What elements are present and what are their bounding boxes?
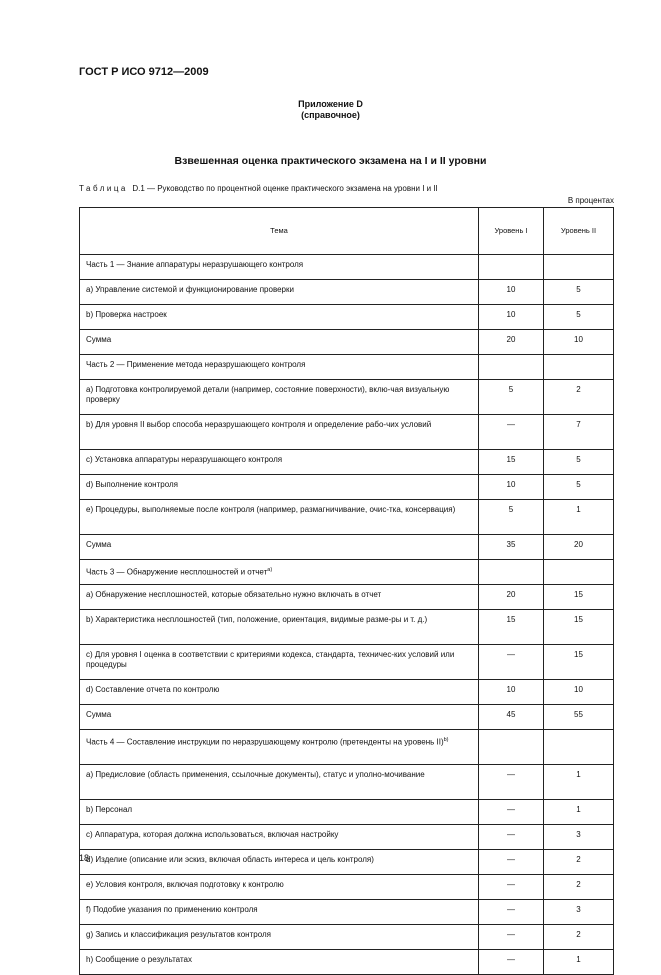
topic-text: c) Аппаратура, которая должна использоваться, включая настройку: [86, 830, 339, 839]
level-1-value: [479, 560, 544, 585]
topic-text: Сумма: [86, 540, 112, 549]
level-2-value: 10: [544, 330, 614, 355]
table-row: [80, 500, 614, 535]
topic-text: Часть 1 — Знание аппаратуры неразрушающего контроля: [86, 260, 304, 269]
percentage-table: [79, 207, 614, 975]
topic-text: g) Запись и классификация результатов контроля: [86, 930, 271, 939]
table-row: [80, 355, 614, 380]
level-2-value: [544, 730, 614, 765]
topic-cell: [80, 680, 479, 705]
topic-text: c) Установка аппаратуры неразрушающего контроля: [86, 455, 283, 464]
level-1-value: 10: [479, 680, 544, 705]
table-row: [80, 255, 614, 280]
topic-text: a) Обнаружение несплошностей, которые обязательно нужно включать в отчет: [86, 590, 382, 599]
topic-text: h) Сообщение о результатах: [86, 955, 192, 964]
level-1-value: —: [479, 800, 544, 825]
level-1-value: [479, 730, 544, 765]
table-row: [80, 280, 614, 305]
level-2-value: 15: [544, 585, 614, 610]
table-row: [80, 765, 614, 800]
topic-cell: [80, 645, 479, 680]
topic-text: Часть 3 — Обнаружение несплошностей и отчет: [86, 567, 268, 577]
table-row: [80, 380, 614, 415]
level-2-value: 7: [544, 415, 614, 450]
level-2-value: 2: [544, 925, 614, 950]
level-1-value: 20: [479, 585, 544, 610]
table-row: [80, 610, 614, 645]
footnote-ref: b): [443, 737, 449, 743]
level-1-value: 10: [479, 280, 544, 305]
topic-cell: [80, 255, 479, 280]
level-1-value: —: [479, 875, 544, 900]
level-2-value: 15: [544, 645, 614, 680]
table-row: [80, 950, 614, 975]
column-header-level-1: Уровень I: [479, 208, 544, 255]
topic-cell: [80, 850, 479, 875]
level-1-value: [479, 355, 544, 380]
topic-text: d) Выполнение контроля: [86, 480, 178, 489]
table-row: [80, 475, 614, 500]
table-row: [80, 645, 614, 680]
level-1-value: —: [479, 850, 544, 875]
topic-cell: [80, 765, 479, 800]
topic-cell: [80, 280, 479, 305]
table-caption-text: D.1 — Руководство по процентной оценке практического экзамена на уровни I и II: [132, 184, 438, 193]
footnote-ref: а): [267, 567, 273, 573]
column-header-topic: Тема: [80, 208, 479, 255]
topic-cell: [80, 535, 479, 560]
level-1-value: 20: [479, 330, 544, 355]
topic-cell: [80, 585, 479, 610]
table-row: [80, 680, 614, 705]
topic-text: b) Проверка настроек: [86, 310, 167, 319]
level-2-value: 55: [544, 705, 614, 730]
level-1-value: 15: [479, 610, 544, 645]
level-1-value: —: [479, 765, 544, 800]
level-2-value: 1: [544, 765, 614, 800]
topic-cell: [80, 560, 479, 585]
topic-cell: [80, 450, 479, 475]
topic-text: e) Процедуры, выполняемые после контроля (например, размагничивание, очис-тка, консервация): [86, 505, 456, 514]
level-2-value: 3: [544, 825, 614, 850]
level-1-value: —: [479, 645, 544, 680]
topic-cell: [80, 330, 479, 355]
topic-cell: [80, 900, 479, 925]
topic-text: a) Подготовка контролируемой детали (например, состояние поверхности), вклю-чая визуальную проверку: [86, 385, 450, 404]
topic-text: f) Подобие указания по применению контроля: [86, 905, 258, 914]
topic-text: Сумма: [86, 710, 112, 719]
table-row: [80, 305, 614, 330]
topic-cell: [80, 875, 479, 900]
table-row: [80, 585, 614, 610]
topic-text: Часть 2 — Применение метода неразрушающего контроля: [86, 360, 306, 369]
level-2-value: 15: [544, 610, 614, 645]
level-2-value: [544, 560, 614, 585]
topic-cell: [80, 800, 479, 825]
annex-heading: [0, 99, 661, 121]
table-row: [80, 730, 614, 765]
topic-text: e) Условия контроля, включая подготовку к контролю: [86, 880, 284, 889]
level-2-value: 1: [544, 500, 614, 535]
topic-text: b) Характеристика несплошностей (тип, положение, ориентация, видимые разме-ры и т. д.): [86, 615, 428, 624]
level-1-value: 5: [479, 380, 544, 415]
topic-cell: [80, 475, 479, 500]
level-1-value: 15: [479, 450, 544, 475]
level-2-value: 2: [544, 380, 614, 415]
level-2-value: 5: [544, 450, 614, 475]
level-2-value: 3: [544, 900, 614, 925]
table-row: [80, 825, 614, 850]
document-header: ГОСТ Р ИСО 9712—2009: [79, 66, 209, 78]
level-2-value: [544, 255, 614, 280]
topic-text: a) Предисловие (область применения, ссылочные документы), статус и уполно-мочивание: [86, 770, 425, 779]
level-1-value: 5: [479, 500, 544, 535]
level-1-value: —: [479, 900, 544, 925]
level-2-value: 5: [544, 280, 614, 305]
level-1-value: [479, 255, 544, 280]
table-row: [80, 800, 614, 825]
table-caption-prefix: Таблица: [79, 184, 128, 193]
table-row: [80, 850, 614, 875]
topic-cell: [80, 950, 479, 975]
level-2-value: 5: [544, 305, 614, 330]
table-row: [80, 535, 614, 560]
unit-note: В процентах: [567, 196, 614, 205]
level-2-value: 1: [544, 950, 614, 975]
level-1-value: —: [479, 415, 544, 450]
topic-cell: [80, 380, 479, 415]
table-row: [80, 875, 614, 900]
table-caption: [79, 184, 438, 193]
topic-cell: [80, 415, 479, 450]
table-header-row: [80, 208, 614, 255]
annex-title: Приложение D: [298, 99, 363, 109]
topic-text: c) Для уровня I оценка в соответствии с критериями кодекса, стандарта, техничес-ких условий или процедуры: [86, 650, 455, 669]
table-row: [80, 560, 614, 585]
topic-cell: [80, 825, 479, 850]
topic-cell: [80, 730, 479, 765]
level-1-value: 35: [479, 535, 544, 560]
topic-text: a) Управление системой и функционирование проверки: [86, 285, 294, 294]
topic-cell: [80, 305, 479, 330]
table-row: [80, 705, 614, 730]
level-2-value: 1: [544, 800, 614, 825]
table-row: [80, 415, 614, 450]
table-row: [80, 925, 614, 950]
topic-text: d) Изделие (описание или эскиз, включая область интереса и цель контроля): [86, 855, 374, 864]
level-2-value: 2: [544, 875, 614, 900]
topic-text: d) Составление отчета по контролю: [86, 685, 220, 694]
column-header-level-2: Уровень II: [544, 208, 614, 255]
topic-text: b) Для уровня II выбор способа неразрушающего контроля и определение рабо-чих условий: [86, 420, 432, 429]
topic-text: b) Персонал: [86, 805, 133, 814]
annex-type: (справочное): [301, 110, 360, 120]
table-row: [80, 900, 614, 925]
topic-cell: [80, 925, 479, 950]
level-1-value: 10: [479, 475, 544, 500]
level-1-value: —: [479, 950, 544, 975]
level-1-value: 45: [479, 705, 544, 730]
table-row: [80, 450, 614, 475]
topic-cell: [80, 500, 479, 535]
topic-cell: [80, 705, 479, 730]
level-2-value: [544, 355, 614, 380]
page-number: 18: [79, 853, 90, 863]
table-row: [80, 330, 614, 355]
section-title: Взвешенная оценка практического экзамена на I и II уровни: [174, 155, 487, 167]
level-2-value: 2: [544, 850, 614, 875]
level-2-value: 10: [544, 680, 614, 705]
level-2-value: 5: [544, 475, 614, 500]
level-1-value: —: [479, 925, 544, 950]
topic-cell: [80, 355, 479, 380]
topic-cell: [80, 610, 479, 645]
level-1-value: —: [479, 825, 544, 850]
topic-text: Сумма: [86, 335, 112, 344]
level-1-value: 10: [479, 305, 544, 330]
level-2-value: 20: [544, 535, 614, 560]
topic-text: Часть 4 — Составление инструкции по неразрушающему контролю (претенденты на уровень II): [86, 737, 444, 747]
